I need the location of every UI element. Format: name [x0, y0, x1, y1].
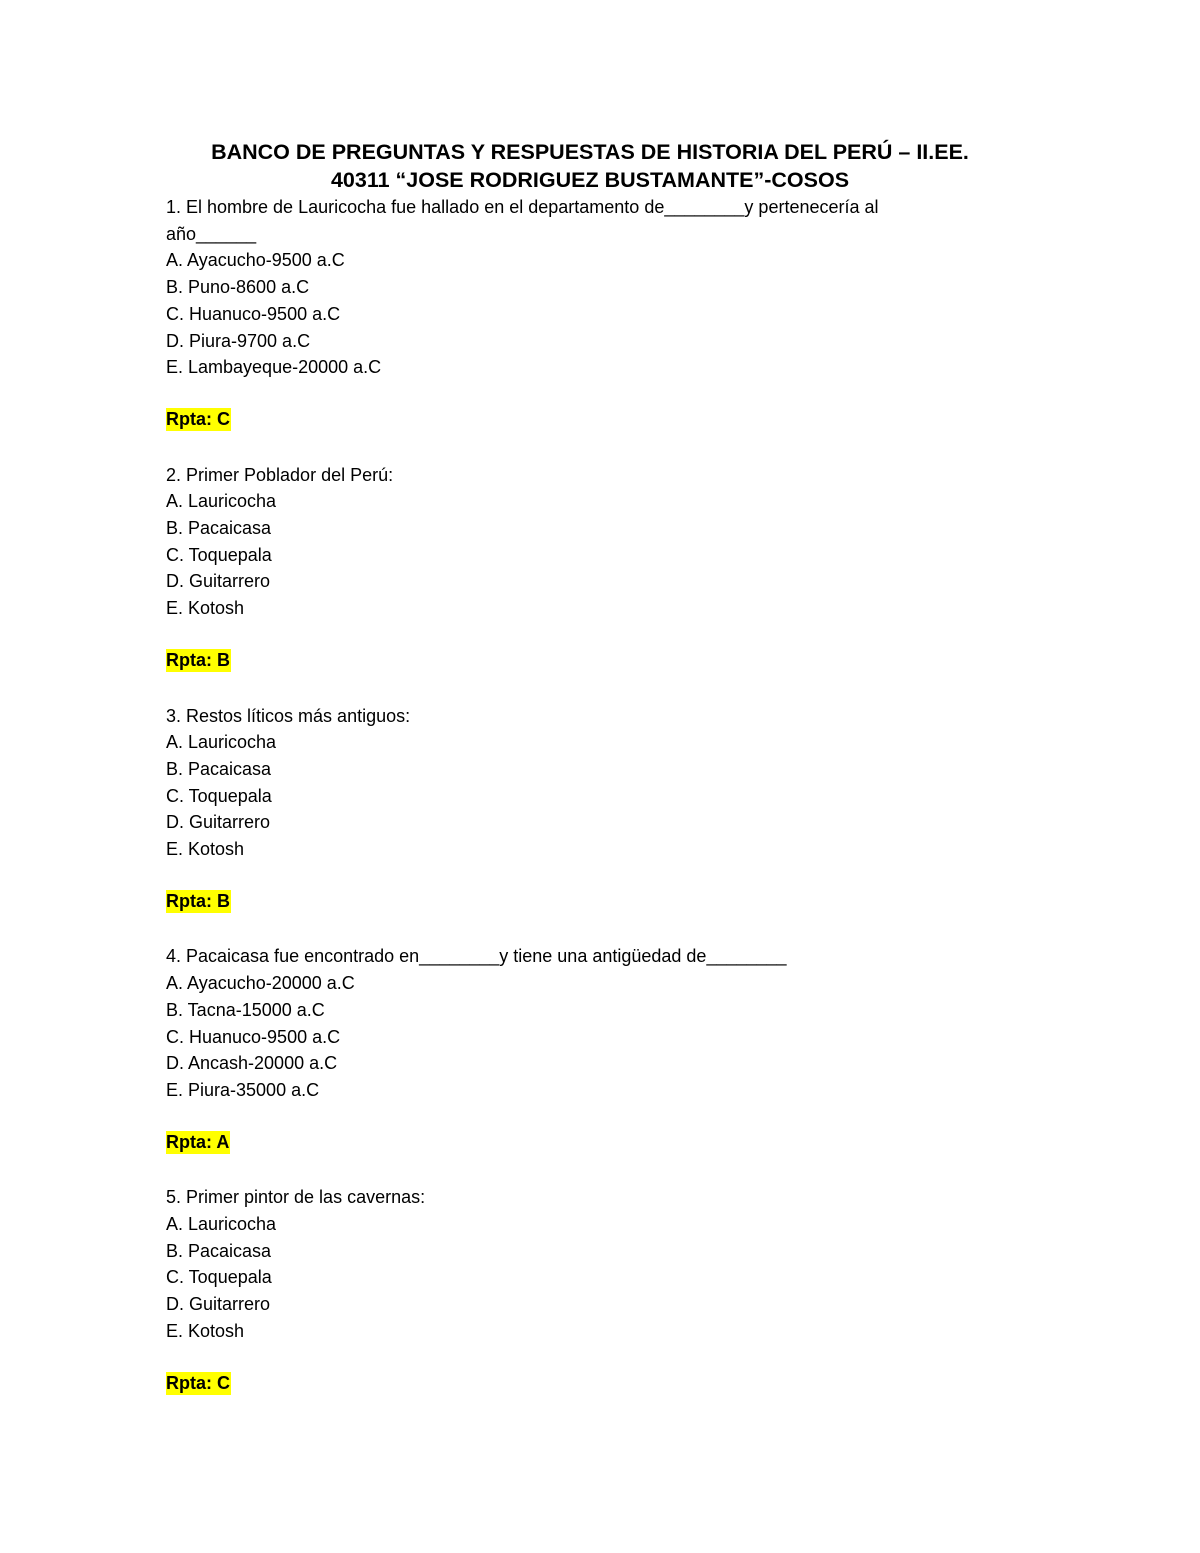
question-text: 3. Restos líticos más antiguos: — [166, 705, 411, 726]
option-e: E. Piura-35000 a.C — [166, 1079, 320, 1100]
option-b: B. Pacaicasa — [166, 1240, 272, 1261]
document-title — [155, 138, 1025, 194]
question-5 — [166, 1184, 1036, 1398]
document-page — [166, 138, 1036, 1425]
question-text: 5. Primer pintor de las cavernas: — [166, 1187, 426, 1208]
option-a: A. Ayacucho-9500 a.C — [166, 250, 345, 271]
option-c: C. Huanuco-9500 a.C — [166, 303, 341, 324]
answer-label: Rpta: A — [166, 1131, 230, 1152]
option-c: C. Toquepala — [166, 785, 272, 806]
option-e: E. Kotosh — [166, 598, 245, 619]
option-d: D. Piura-9700 a.C — [166, 330, 311, 351]
option-b: B. Pacaicasa — [166, 758, 272, 779]
option-e: E. Kotosh — [166, 839, 245, 860]
question-2 — [166, 462, 1036, 676]
option-a: A. Ayacucho-20000 a.C — [166, 973, 355, 994]
option-d: D. Guitarrero — [166, 1294, 271, 1315]
answer-label: Rpta: B — [166, 890, 230, 911]
option-d: D. Guitarrero — [166, 571, 271, 592]
question-text: 4. Pacaicasa fue encontrado en________y tiene una antigüedad de________ — [166, 946, 787, 967]
question-1 — [166, 194, 1036, 435]
title-line-2: 40311 “JOSE RODRIGUEZ BUSTAMANTE”-COSOS — [330, 168, 850, 192]
option-e: E. Lambayeque-20000 a.C — [166, 357, 382, 378]
option-c: C. Huanuco-9500 a.C — [166, 1026, 341, 1047]
option-a: A. Lauricocha — [166, 1214, 277, 1235]
answer-label: Rpta: C — [166, 408, 230, 429]
option-c: C. Toquepala — [166, 1267, 272, 1288]
answer-label: Rpta: C — [166, 1372, 230, 1393]
question-4 — [166, 943, 1036, 1157]
question-text: 2. Primer Poblador del Perú: — [166, 464, 394, 485]
option-c: C. Toquepala — [166, 544, 272, 565]
option-a: A. Lauricocha — [166, 491, 277, 512]
option-a: A. Lauricocha — [166, 732, 277, 753]
question-3 — [166, 703, 1036, 917]
title-line-1: BANCO DE PREGUNTAS Y RESPUESTAS DE HISTORIA DEL PERÚ – II.EE. — [211, 140, 969, 164]
option-d: D. Ancash-20000 a.C — [166, 1053, 338, 1074]
option-d: D. Guitarrero — [166, 812, 271, 833]
question-text: 1. El hombre de Lauricocha fue hallado en el departamento de________y pertenecería al año______ — [166, 197, 884, 244]
option-b: B. Puno-8600 a.C — [166, 277, 310, 298]
option-e: E. Kotosh — [166, 1320, 245, 1341]
option-b: B. Pacaicasa — [166, 518, 272, 539]
option-b: B. Tacna-15000 a.C — [166, 999, 325, 1020]
answer-label: Rpta: B — [166, 649, 230, 670]
